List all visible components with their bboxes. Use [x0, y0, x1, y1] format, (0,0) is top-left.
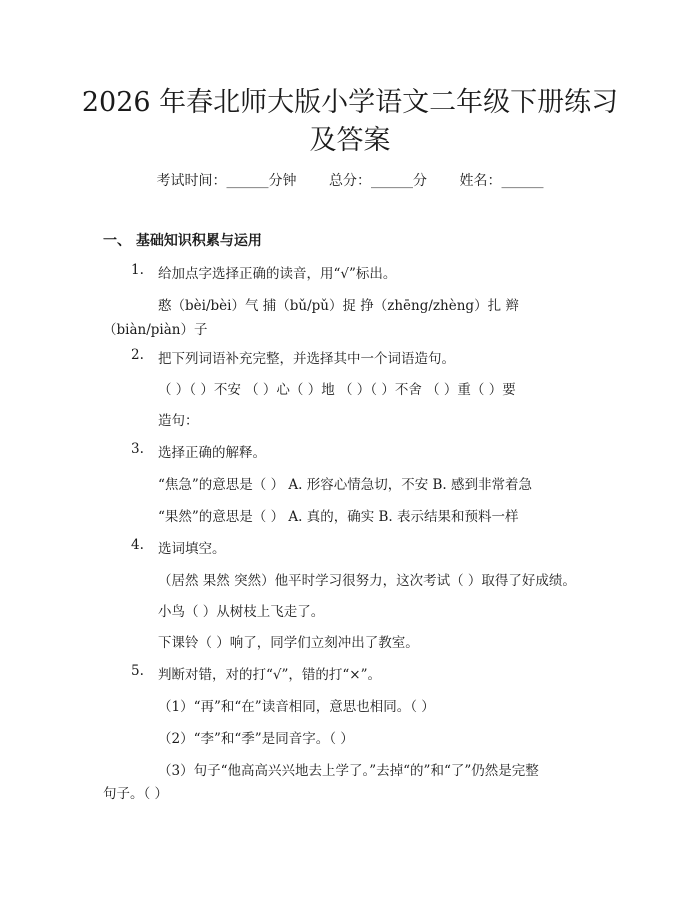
question-line: 憨（bèi/bèi）气 捕（bǔ/pǔ）捉 挣（zhēng/zhèng）扎 辫 — [158, 298, 519, 314]
question-line: 小鸟（ ）从树枝上飞走了。 — [158, 604, 325, 620]
page-title-line2: 及答案 — [309, 125, 391, 156]
question-number: 1. — [131, 262, 144, 278]
section-heading: 一、 基础知识积累与运用 — [103, 233, 262, 249]
question-text: 选择正确的解释。 — [158, 445, 266, 461]
question-number: 3. — [131, 441, 144, 457]
question-line: 造句： — [158, 413, 199, 429]
question-text: 给加点字选择正确的读音，用“√”标出。 — [158, 266, 397, 282]
question-number: 4. — [131, 537, 144, 553]
question-line: （3）句子“他高高兴兴地去上学了。”去掉“的”和“了”仍然是完整 — [158, 763, 539, 779]
exam-score: 总分：______分 — [329, 173, 427, 189]
question-line: “果然”的意思是（ ） A. 真的，确实 B. 表示结果和预料一样 — [158, 509, 519, 525]
question-line: （1）“再”和“在”读音相同，意思也相同。（ ） — [158, 699, 435, 715]
student-name: 姓名：______ — [459, 173, 544, 189]
exam-time: 考试时间：______分钟 — [156, 173, 297, 189]
question-text: 选词填空。 — [158, 541, 226, 557]
question-line: “焦急”的意思是（ ） A. 形容心情急切，不安 B. 感到非常着急 — [158, 477, 533, 493]
question-text: 把下列词语补充完整，并选择其中一个词语造句。 — [158, 351, 455, 367]
page-title-line1: 2026 年春北师大版小学语文二年级下册练习 — [81, 87, 619, 118]
question-line: 句子。（ ） — [103, 786, 169, 802]
question-text: 判断对错，对的打“√”，错的打“×”。 — [158, 667, 382, 683]
question-line: （ ）（ ）不安 （ ）心（ ）地 （ ）（ ）不舍 （ ）重（ ）要 — [158, 382, 516, 398]
exam-meta — [0, 170, 700, 190]
question-number: 2. — [131, 347, 144, 363]
question-line: （居然 果然 突然）他平时学习很努力，这次考试（ ）取得了好成绩。 — [158, 573, 576, 589]
question-line: （2）“李”和“季”是同音字。（ ） — [158, 731, 354, 747]
question-number: 5. — [131, 663, 144, 679]
question-line: 下课铃（ ）响了，同学们立刻冲出了教室。 — [158, 635, 419, 651]
question-line: （biàn/piàn）子 — [103, 322, 208, 338]
